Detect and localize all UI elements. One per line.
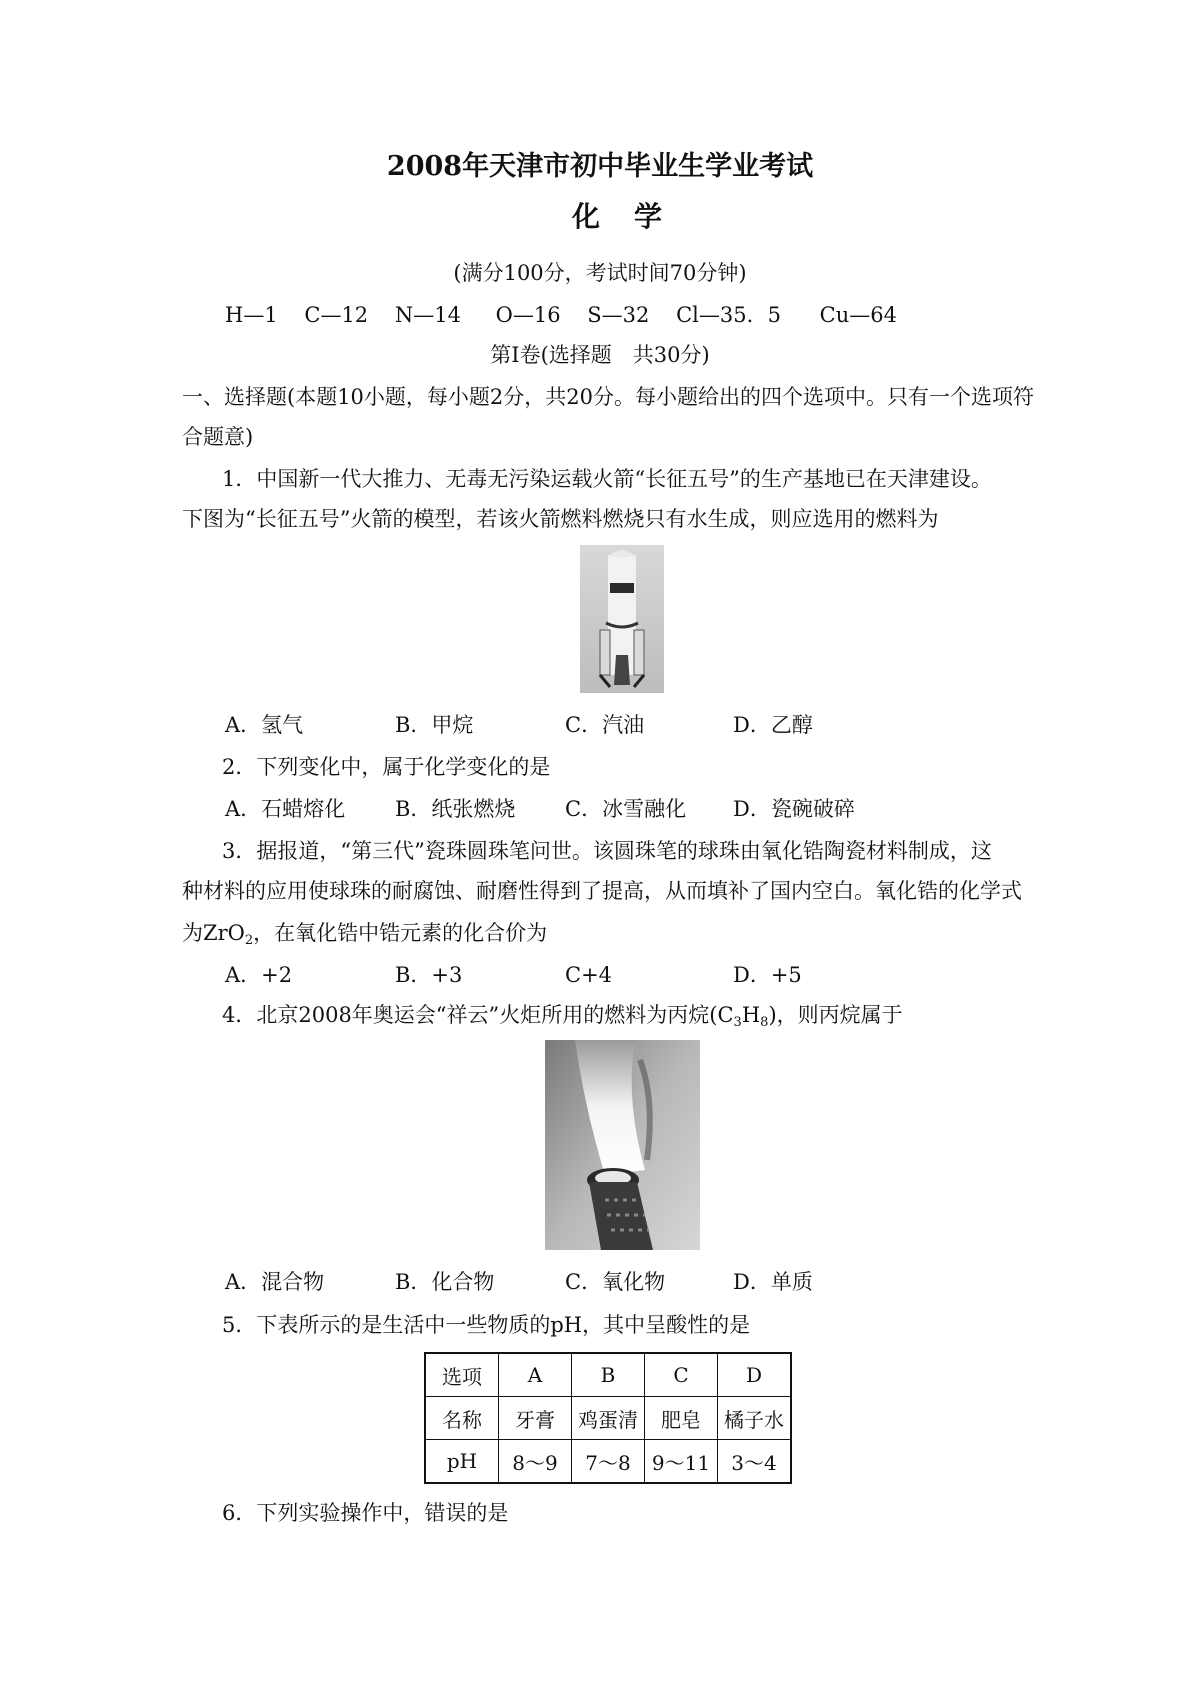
q4-option-b: B．化合物 xyxy=(395,1270,495,1294)
table-row xyxy=(425,1397,791,1440)
table-cell: pH xyxy=(425,1440,499,1484)
table-cell: 8～9 xyxy=(499,1440,572,1484)
table-cell: 选项 xyxy=(425,1353,499,1397)
q6-stem: 6．下列实验操作中，错误的是 xyxy=(222,1501,509,1525)
q1-option-a: A．氢气 xyxy=(225,713,304,737)
rocket-model-image xyxy=(580,545,664,693)
atomic-mass: S—32 xyxy=(587,303,650,327)
q4-subscript-2: 8 xyxy=(760,1015,769,1030)
q2-option-c: C．冰雪融化 xyxy=(565,797,687,821)
q1-option-c: C．汽油 xyxy=(565,713,645,737)
table-cell: 7～8 xyxy=(572,1440,645,1484)
subject-title: 化学 xyxy=(571,200,696,233)
q2-stem: 2．下列变化中，属于化学变化的是 xyxy=(222,755,551,779)
q2-options xyxy=(225,794,855,824)
q4-subscript-1: 3 xyxy=(733,1015,742,1030)
q4-formula-h: H xyxy=(741,1003,761,1027)
q3-stem-line-1: 3．据报道，“第三代”瓷珠圆珠笔问世。该圆珠笔的球珠由氧化锆陶瓷材料制成，这 xyxy=(222,839,992,863)
ph-table xyxy=(424,1352,792,1484)
table-cell: B xyxy=(572,1353,645,1397)
q1-stem-line-2: 下图为“长征五号”火箭的模型，若该火箭燃料燃烧只有水生成，则应选用的燃料为 xyxy=(182,507,939,531)
q3-stem-line-3 xyxy=(182,918,547,948)
table-cell: 9～11 xyxy=(645,1440,718,1484)
q3-formula-subscript: 2 xyxy=(244,933,254,948)
q3-stem-line-2: 种材料的应用使球珠的耐腐蚀、耐磨性得到了提高，从而填补了国内空白。氧化锆的化学式 xyxy=(182,879,1022,903)
atomic-mass: Cu—64 xyxy=(819,303,897,327)
table-cell: C xyxy=(645,1353,718,1397)
table-cell: 3～4 xyxy=(718,1440,792,1484)
q3-options xyxy=(225,960,802,990)
atomic-mass: O—16 xyxy=(495,303,561,327)
table-cell: 鸡蛋清 xyxy=(572,1397,645,1440)
table-cell: 橘子水 xyxy=(718,1397,792,1440)
table-row xyxy=(425,1440,791,1484)
torch-image xyxy=(545,1040,700,1250)
exam-note: (满分100分，考试时间70分钟) xyxy=(453,261,747,285)
q3-option-c: C+4 xyxy=(565,963,613,987)
q1-options xyxy=(225,710,813,740)
q4-option-a: A．混合物 xyxy=(225,1270,325,1294)
exam-title: 2008年天津市初中毕业生学业考试 xyxy=(386,151,814,182)
table-cell: 肥皂 xyxy=(645,1397,718,1440)
q4-stem-start: 4．北京2008年奥运会“祥云”火炬所用的燃料为丙烷(C xyxy=(222,1003,734,1027)
atomic-mass: N—14 xyxy=(394,303,461,327)
q3-option-a: A．+2 xyxy=(225,963,293,987)
q1-stem-line-1: 1．中国新一代大推力、无毒无污染运载火箭“长征五号”的生产基地已在天津建设。 xyxy=(222,467,992,491)
q4-stem xyxy=(222,1000,903,1030)
q4-option-c: C．氧化物 xyxy=(565,1270,666,1294)
q1-option-d: D．乙醇 xyxy=(733,713,813,737)
table-cell: 牙膏 xyxy=(499,1397,572,1440)
instructions-line-2: 合题意) xyxy=(182,425,254,449)
section-heading: 第Ⅰ卷(选择题 共30分) xyxy=(490,343,710,367)
table-cell: D xyxy=(718,1353,792,1397)
instructions-line-1: 一、选择题(本题10小题，每小题2分，共20分。每小题给出的四个选项中。只有一个选项符 xyxy=(182,385,1034,409)
q3-option-d: D．+5 xyxy=(733,963,802,987)
q1-option-b: B．甲烷 xyxy=(395,713,474,737)
q4-option-d: D．单质 xyxy=(733,1270,813,1294)
q2-option-b: B．纸张燃烧 xyxy=(395,797,516,821)
q4-options xyxy=(225,1267,813,1297)
q3-formula-text: 为ZrO xyxy=(182,921,245,945)
table-row xyxy=(425,1353,791,1397)
atomic-mass: C—12 xyxy=(304,303,369,327)
q2-option-d: D．瓷碗破碎 xyxy=(733,797,855,821)
atomic-mass: H—1 xyxy=(225,303,278,327)
atomic-mass: Cl—35．5 xyxy=(676,303,781,327)
table-cell: A xyxy=(499,1353,572,1397)
q5-stem: 5．下表所示的是生活中一些物质的pH，其中呈酸性的是 xyxy=(222,1313,751,1337)
q4-stem-end: )，则丙烷属于 xyxy=(768,1003,903,1027)
table-cell: 名称 xyxy=(425,1397,499,1440)
q3-stem-end: ，在氧化锆中锆元素的化合价为 xyxy=(253,921,548,945)
q3-option-b: B．+3 xyxy=(395,963,463,987)
atomic-masses xyxy=(225,300,897,330)
q2-option-a: A．石蜡熔化 xyxy=(225,797,346,821)
